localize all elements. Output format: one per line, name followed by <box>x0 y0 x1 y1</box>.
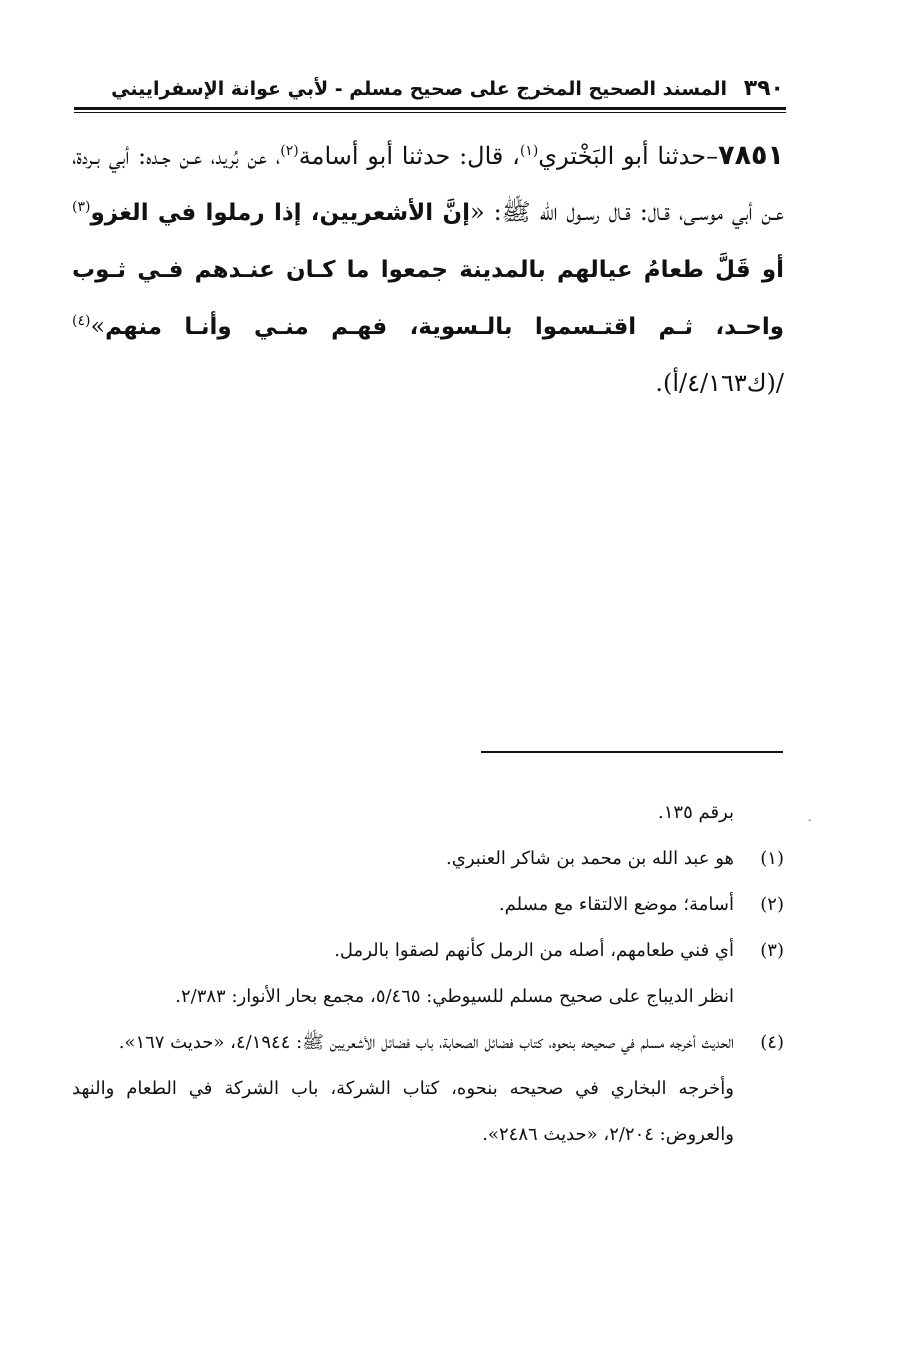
footnote-text: الحديث أخرجه مسلم في صحيحه بنحوه، كتاب فضائل الصحابة، باب فضائل الأشعريين ﷺ: ٤/١٩٤٤، «حديث ١٦٧». <box>118 1032 734 1053</box>
hadith-chain-1: –حدثنا أبو البَخْتري <box>538 142 719 170</box>
close-quote: » <box>90 312 106 340</box>
hadith-matn-b: أو قَلَّ طعامُ عيالهم بالمدينة جمعوا ما كـان عنـدهم فـي ثـوب واحـد، ثـم اقتـسموا بالـسوية، فهـم منـي وأنـا منهم <box>72 257 784 340</box>
footnote-4 <box>72 1020 784 1066</box>
header-rule <box>74 107 786 113</box>
footnote-continuation: برقم ١٣٥. <box>658 802 734 823</box>
hadith-matn-a: إنَّ الأشعريين، إذا رملوا في الغزو <box>90 200 470 226</box>
footnote-separator <box>481 751 783 753</box>
footnote-marker-4: (٤) <box>72 313 91 329</box>
footnote-marker-3: (٣) <box>72 199 91 215</box>
footnote-4-extra: وأخرجه البخاري في صحيحه بنحوه، كتاب الشركة، باب الشركة في الطعام والنهد والعروض: ٢/٢٠٤، «حديث ٢٤٨٦». <box>72 1078 734 1145</box>
footnotes <box>72 790 784 1158</box>
manuscript-reference: /(ك٤/١٦٣/أ). <box>655 369 784 397</box>
hadith-number: ٧٨٥١ <box>718 140 785 171</box>
running-header <box>74 74 784 104</box>
footnote-marker-1: (١) <box>519 143 539 159</box>
footnote-3 <box>72 928 784 974</box>
footnote-marker-2: (٢) <box>280 143 299 159</box>
hadith-chain-3: ، عن بُريد، عـن جـده: أبي بـردة، عـن أبي موسـى، قـال: قـال رسـول الله ﷺ: « <box>72 142 784 226</box>
footnote-text: هو عبد الله بن محمد بن شاكر العنبري. <box>446 848 734 869</box>
footnote-text: أي فني طعامهم، أصله من الرمل كأنهم لصقوا بالرمل. <box>334 940 734 961</box>
page-number: ٣٩٠ <box>743 76 784 101</box>
footnote-number: (٢) <box>760 894 784 915</box>
footnote-text: أسامة؛ موضع الالتقاء مع مسلم. <box>498 894 734 915</box>
hadith-chain-2: ، قال: حدثنا أبو أسامة <box>298 142 520 170</box>
footnote-2 <box>72 882 784 928</box>
footnote-number: (١) <box>760 848 784 869</box>
footnote-1 <box>72 836 784 882</box>
footnote-number: (٣) <box>760 940 784 961</box>
running-title: المسند الصحيح المخرج على صحيح مسلم - لأبي عوانة الإسفراييني <box>111 78 728 100</box>
hadith-text <box>72 128 784 411</box>
footnote-number: (٤) <box>760 1032 784 1053</box>
scan-speck: - <box>808 815 812 826</box>
footnote-3-extra: انظر الديباج على صحيح مسلم للسيوطي: ٥/٤٦٥، مجمع بحار الأنوار: ٢/٣٨٣. <box>175 986 734 1007</box>
